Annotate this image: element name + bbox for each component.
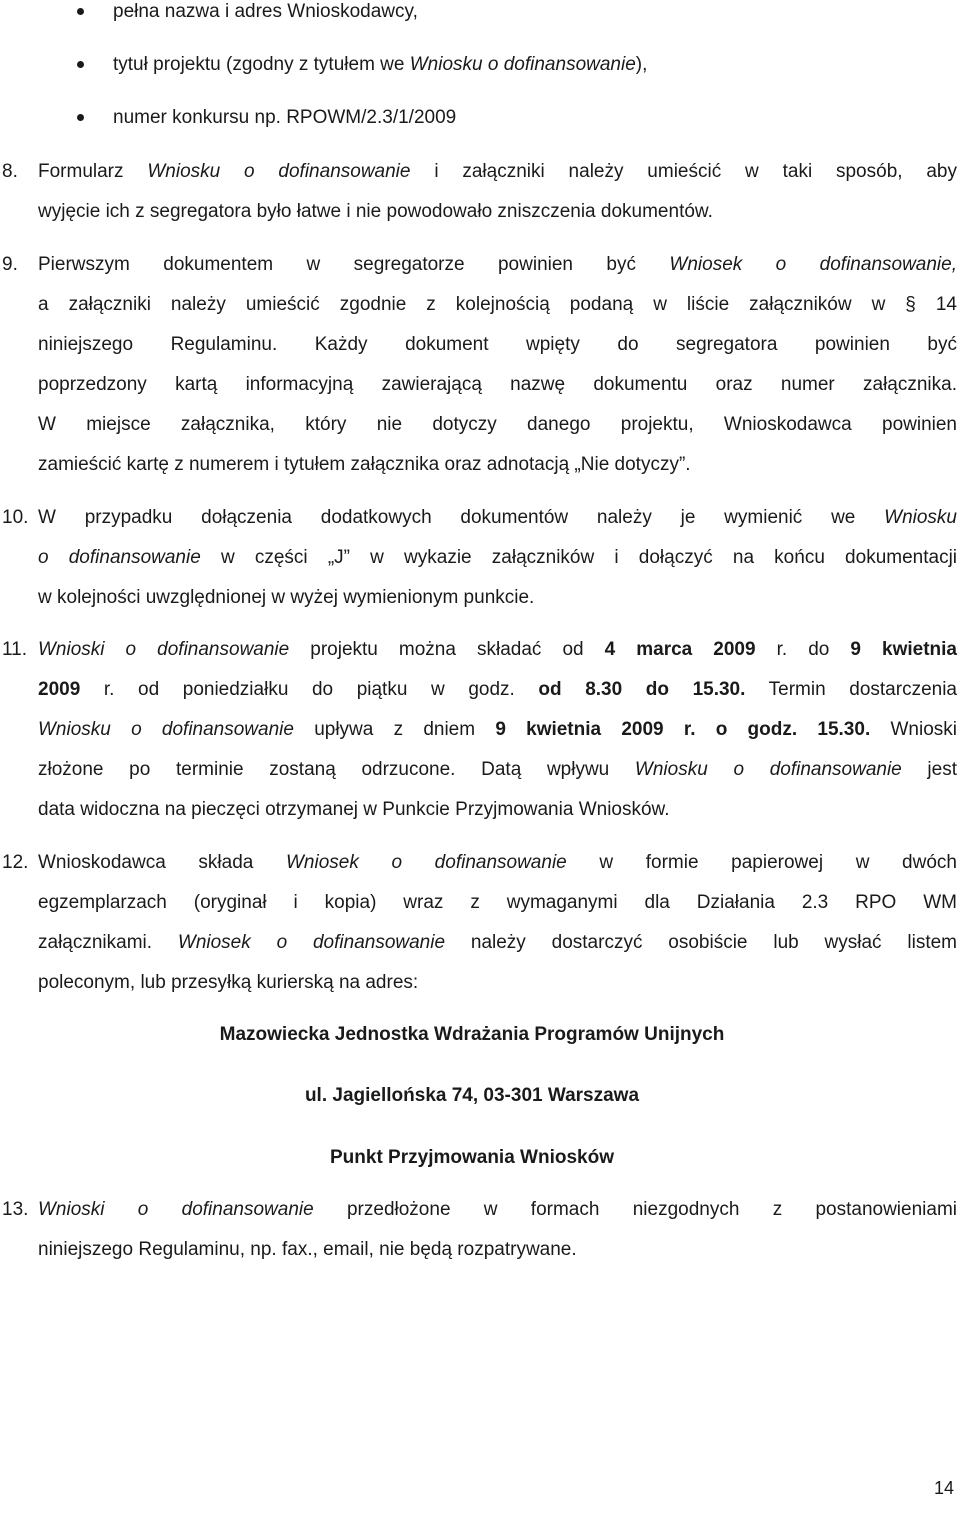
item-text: Wnioski o dofinansowanie przedłożone w formach niezgodnych z postanowieniami niniejszego Regulaminu, np. fax., email, nie będą rozpatrywane. bbox=[38, 1199, 957, 1260]
item-text: Formularz Wniosku o dofinansowanie i załączniki należy umieścić w taki sposób, aby wyjęcie ich z segregatora było łatwe i nie powodowało zniszczenia dokumentów. bbox=[38, 161, 958, 222]
address-street: ul. Jagiellońska 74, 03-301 Warszawa bbox=[304, 1085, 640, 1106]
list-item bbox=[0, 98, 960, 151]
item-number: 9. bbox=[2, 254, 18, 275]
item-number: 13. bbox=[2, 1199, 29, 1220]
item-text: Pierwszym dokumentem w segregatorze powinien być Wniosek o dofinansowanie, a załączniki należy umieścić zgodnie z kolejnością podaną w liście załączników w § 14 niniejszego Regulaminu. Każdy dokument wpięty do segregatora powinien być poprzedzony kartą informacyjną zawierającą nazwę dokumentu oraz numer załącznika. W miejsce załącznika, który nie dotyczy danego projektu, Wnioskodawca powinien zamieścić kartę z numerem i tytułem załącznika oraz adnotacją „Nie dotyczy”. bbox=[38, 254, 957, 475]
bullet-text: tytuł projektu (zgodny z tytułem we Wniosku o dofinansowanie), bbox=[113, 54, 648, 75]
item-number: 8. bbox=[2, 161, 18, 182]
list-item bbox=[0, 45, 960, 98]
address-institution: Mazowiecka Jednostka Wdrażania Programów Unijnych bbox=[219, 1024, 725, 1045]
bullet-icon bbox=[77, 114, 84, 121]
item-number: 10. bbox=[2, 507, 29, 528]
item-number: 12. bbox=[2, 852, 29, 873]
item-text: Wnioski o dofinansowanie projektu można składać od 4 marca 2009 r. do 9 kwietnia 2009 r. od poniedziałku do piątku w godz. od 8.30 do 15.30. Termin dostarczenia Wniosku o dofinansowanie upływa z dniem 9 kwietnia 2009 r. o godz. 15.30. Wnioski złożone po terminie zostaną odrzucone. Datą wpływu Wniosku o dofinansowanie jest data widoczna na pieczęci otrzymanej w Punkcie Przyjmowania Wniosków. bbox=[38, 639, 957, 820]
bullet-icon bbox=[77, 61, 84, 68]
bullet-text: numer konkursu np. RPOWM/2.3/1/2009 bbox=[113, 107, 457, 128]
item-text: W przypadku dołączenia dodatkowych dokumentów należy je wymienić we Wniosku o dofinansowanie w części „J” w wykazie załączników i dołączyć na końcu dokumentacji w kolejności uwzględnionej w wyżej wymienionym punkcie. bbox=[38, 507, 958, 608]
bullet-icon bbox=[77, 8, 84, 15]
item-text: Wnioskodawca składa Wniosek o dofinansowanie w formie papierowej w dwóch egzemplarzach (oryginał i kopia) wraz z wymaganymi dla Działania 2.3 RPO WM załącznikami. Wniosek o dofinansowanie należy dostarczyć osobiście lub wysłać listem poleconym, lub przesyłką kurierską na adres: bbox=[38, 852, 958, 993]
item-number: 11. bbox=[2, 639, 28, 660]
page-number: 14 bbox=[933, 1478, 954, 1498]
address-office: Punkt Przyjmowania Wniosków bbox=[330, 1147, 614, 1168]
bullet-list bbox=[0, 0, 960, 151]
bullet-text: pełna nazwa i adres Wnioskodawcy, bbox=[113, 1, 418, 22]
list-item bbox=[0, 0, 960, 45]
